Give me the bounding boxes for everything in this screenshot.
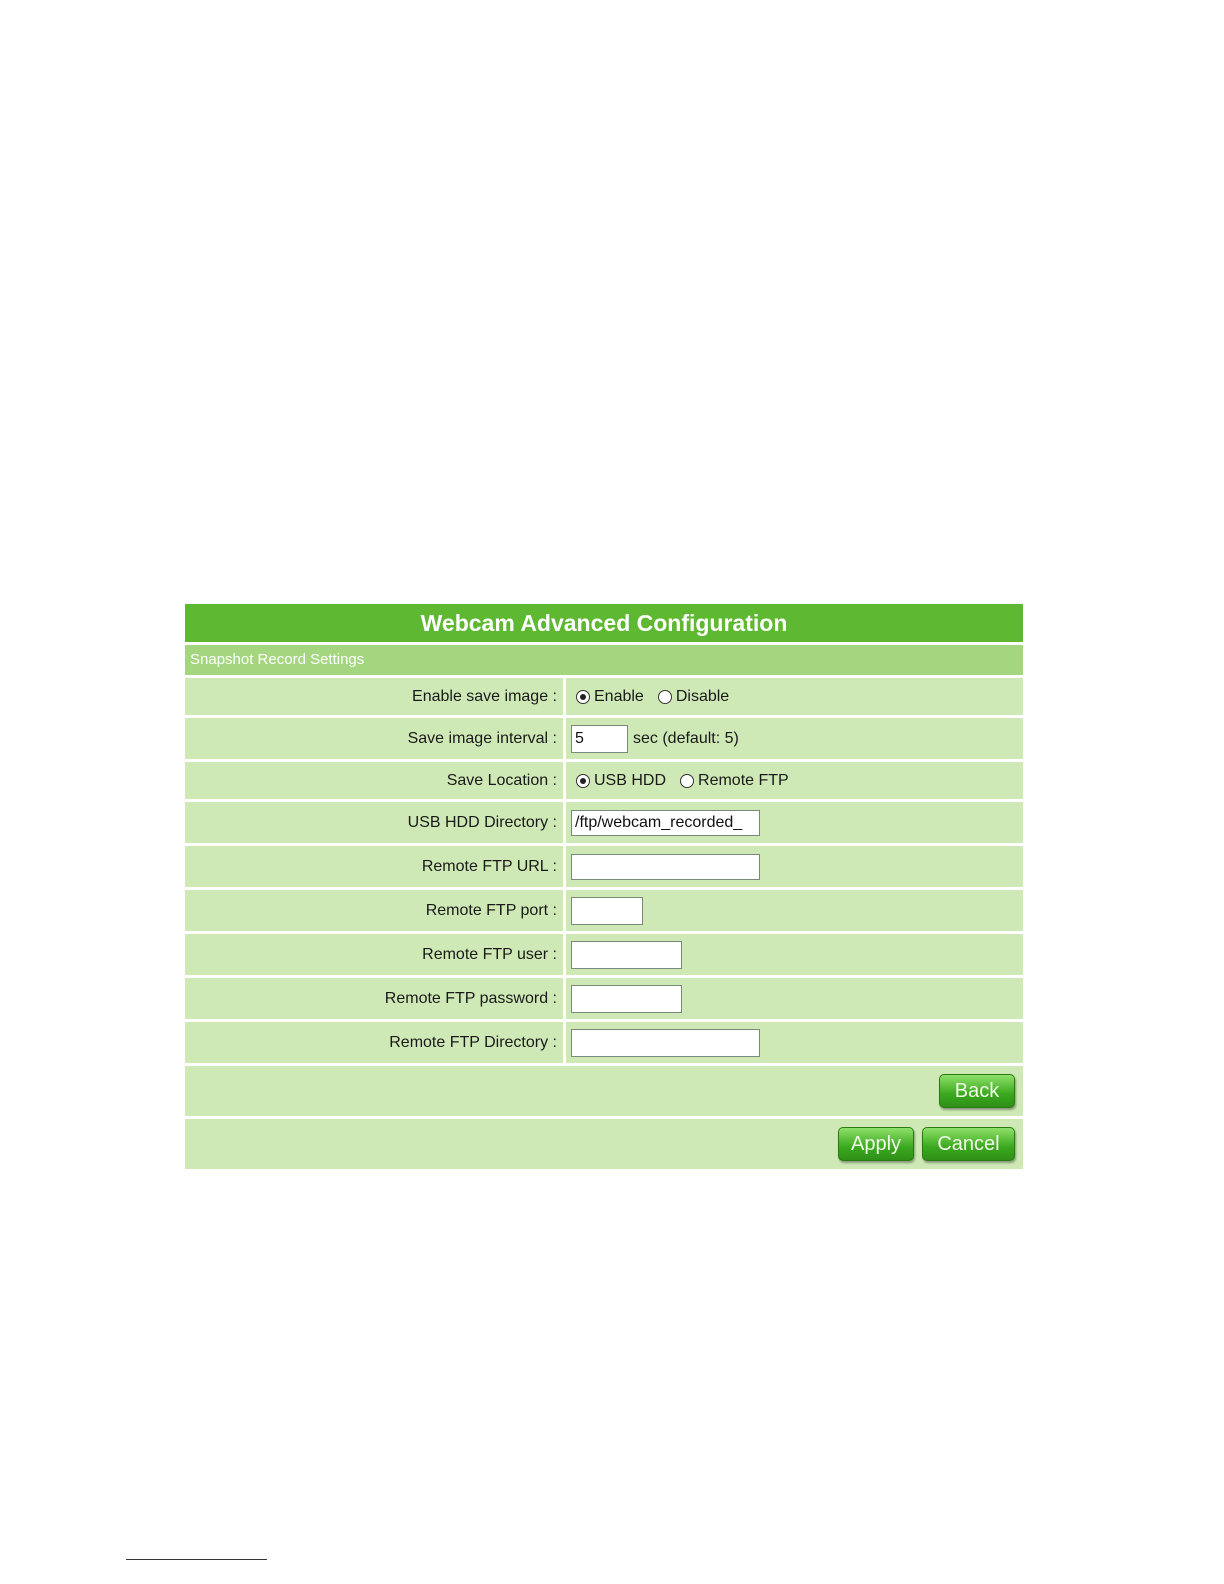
- remote-ftp-user-label: Remote FTP user :: [185, 934, 566, 975]
- remote-ftp-user-cell: [566, 934, 1023, 975]
- enable-save-image-options: [566, 678, 1023, 715]
- usb-hdd-radio-option[interactable]: [576, 772, 666, 790]
- back-button-row: [185, 1066, 1023, 1119]
- remote-ftp-directory-input[interactable]: [571, 1029, 760, 1057]
- usb-hdd-directory-cell: [566, 802, 1023, 843]
- row-enable-save-image: [185, 678, 1023, 718]
- save-location-options: [566, 762, 1023, 799]
- save-image-interval-hint: sec (default: 5): [633, 729, 739, 747]
- disable-radio[interactable]: [658, 690, 672, 704]
- row-remote-ftp-url: [185, 846, 1023, 890]
- row-remote-ftp-password: [185, 978, 1023, 1022]
- usb-hdd-directory-input[interactable]: [571, 810, 760, 836]
- remote-ftp-password-label: Remote FTP password :: [185, 978, 566, 1019]
- remote-ftp-port-cell: [566, 890, 1023, 931]
- save-image-interval-input[interactable]: [571, 725, 628, 753]
- remote-ftp-radio-option[interactable]: [680, 772, 789, 790]
- save-image-interval-value: [566, 718, 1023, 759]
- row-remote-ftp-user: [185, 934, 1023, 978]
- remote-ftp-password-input[interactable]: [571, 985, 682, 1013]
- disable-radio-option[interactable]: [658, 688, 729, 706]
- usb-hdd-radio-label: USB HDD: [594, 771, 667, 789]
- remote-ftp-radio[interactable]: [680, 774, 694, 788]
- page-title: Webcam Advanced Configuration: [185, 604, 1023, 645]
- enable-save-image-label: Enable save image :: [185, 678, 566, 715]
- usb-hdd-radio[interactable]: [576, 774, 590, 788]
- cancel-button[interactable]: Cancel: [922, 1127, 1015, 1161]
- remote-ftp-port-input[interactable]: [571, 897, 643, 925]
- action-button-row: [185, 1119, 1023, 1169]
- remote-ftp-url-cell: [566, 846, 1023, 887]
- webcam-config-panel: [185, 604, 1023, 1169]
- remote-ftp-port-label: Remote FTP port :: [185, 890, 566, 931]
- remote-ftp-radio-label: Remote FTP: [698, 771, 789, 789]
- save-image-interval-label: Save image interval :: [185, 718, 566, 759]
- remote-ftp-url-label: Remote FTP URL :: [185, 846, 566, 887]
- enable-radio[interactable]: [576, 690, 590, 704]
- usb-hdd-directory-label: USB HDD Directory :: [185, 802, 566, 843]
- remote-ftp-directory-cell: [566, 1022, 1023, 1063]
- enable-radio-option[interactable]: [576, 688, 644, 706]
- footnote-divider: [126, 1559, 267, 1560]
- remote-ftp-url-input[interactable]: [571, 854, 760, 880]
- remote-ftp-password-cell: [566, 978, 1023, 1019]
- row-save-image-interval: [185, 718, 1023, 762]
- enable-radio-label: Enable: [594, 687, 644, 705]
- section-header: Snapshot Record Settings: [185, 645, 1023, 678]
- save-location-label: Save Location :: [185, 762, 566, 799]
- remote-ftp-user-input[interactable]: [571, 941, 682, 969]
- row-remote-ftp-directory: [185, 1022, 1023, 1066]
- remote-ftp-directory-label: Remote FTP Directory :: [185, 1022, 566, 1063]
- apply-button[interactable]: Apply: [838, 1127, 914, 1161]
- row-usb-hdd-directory: [185, 802, 1023, 846]
- row-save-location: [185, 762, 1023, 802]
- disable-radio-label: Disable: [675, 687, 730, 705]
- row-remote-ftp-port: [185, 890, 1023, 934]
- back-button[interactable]: Back: [939, 1074, 1015, 1108]
